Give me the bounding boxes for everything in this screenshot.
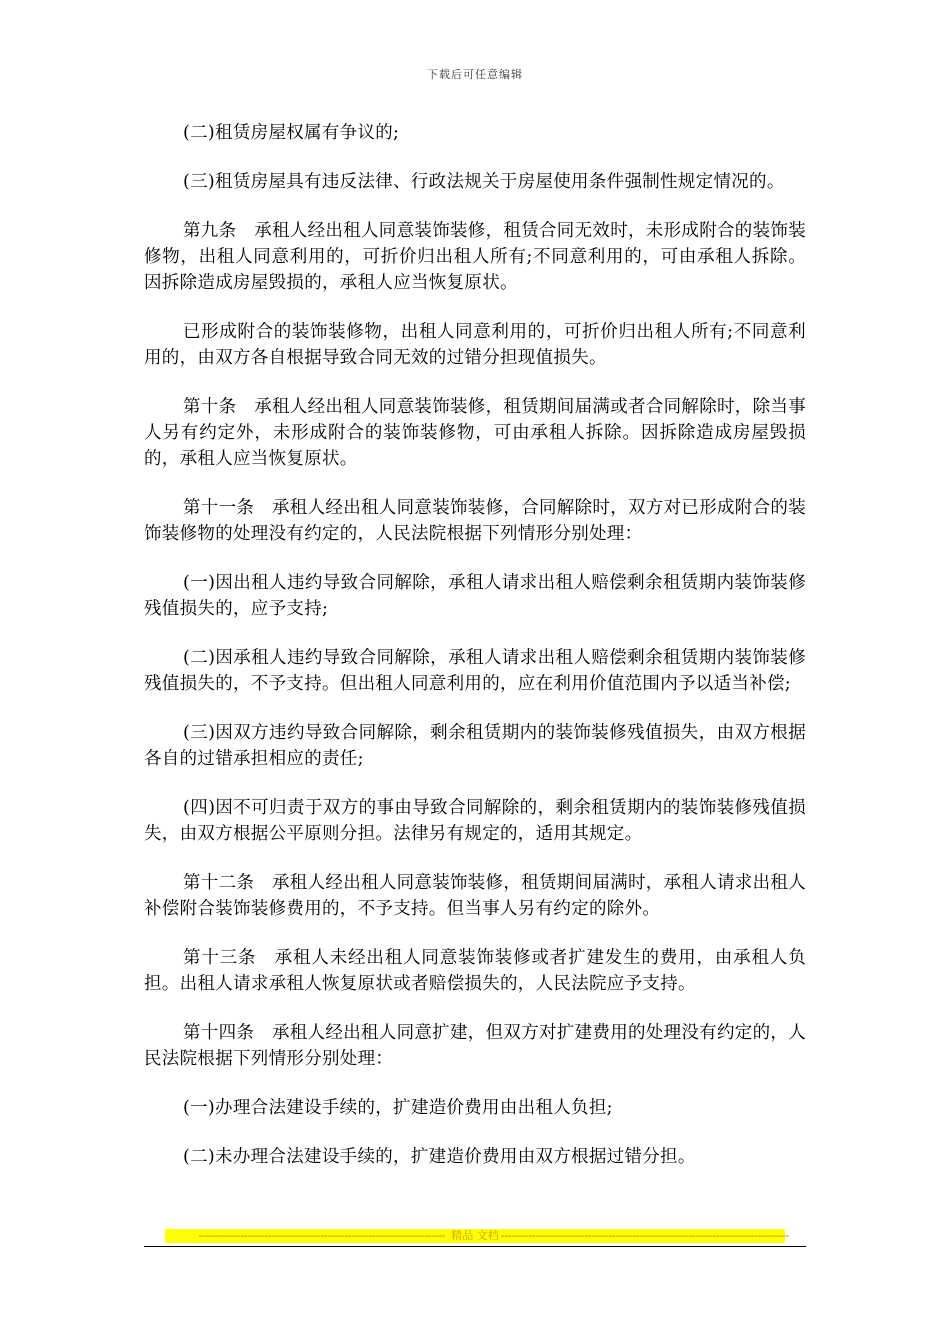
- paragraph-article8-item2: (二)租赁房屋权属有争议的;: [183, 123, 400, 143]
- paragraph-article11-item3: (三)因双方违约导致合同解除，剩余租赁期内的装饰装修残值损失，由双方根据各自的过错承担相应的责任;: [144, 723, 806, 769]
- paragraph-article11-item2: (二)因承租人违约导致合同解除，承租人请求出租人赔偿剩余租赁期内装饰装修残值损失的，不予支持。但出租人同意利用的，应在利用价值范围内予以适当补偿;: [144, 648, 806, 694]
- paragraph-article11-item4: (四)因不可归责于双方的事由导致合同解除的，剩余租赁期内的装饰装修残值损失，由双方根据公平原则分担。法律另有规定的，适用其规定。: [144, 798, 806, 844]
- document-body: [144, 120, 806, 1193]
- footer-dashes-right: -----------------------------------------------------------------------------------: [500, 1229, 789, 1242]
- footer-label: 精品 文档: [451, 1229, 499, 1242]
- paragraph-article13: 第十三条 承租人未经出租人同意装饰装修或者扩建发生的费用，由承租人负担。出租人请求承租人恢复原状或者赔偿损失的，人民法院应予支持。: [144, 948, 806, 994]
- footer-rule: [144, 1246, 806, 1247]
- footer-dashes-left: -----------------------------------------------------------------------: [198, 1229, 445, 1242]
- paragraph-article14-item1: (一)办理合法建设手续的，扩建造价费用由出租人负担;: [183, 1098, 613, 1118]
- paragraph-article9: 第九条 承租人经出租人同意装饰装修，租赁合同无效时，未形成附合的装饰装修物，出租人同意利用的，可折价归出租人所有;不同意利用的，可由承租人拆除。因拆除造成房屋毁损的，承租人应当恢复原状。: [144, 221, 806, 293]
- page-header: 下载后可任意编辑: [427, 68, 523, 81]
- paragraph-article11: 第十一条 承租人经出租人同意装饰装修，合同解除时，双方对已形成附合的装饰装修物的处理没有约定的，人民法院根据下列情形分别处理：: [144, 498, 806, 544]
- paragraph-article12: 第十二条 承租人经出租人同意装饰装修，租赁期间届满时，承租人请求出租人补偿附合装饰装修费用的，不予支持。但当事人另有约定的除外。: [144, 873, 806, 919]
- paragraph-article8-item3: (三)租赁房屋具有违反法律、行政法规关于房屋使用条件强制性规定情况的。: [183, 172, 785, 192]
- paragraph-article14: 第十四条 承租人经出租人同意扩建，但双方对扩建费用的处理没有约定的，人民法院根据下列情形分别处理：: [144, 1023, 806, 1069]
- paragraph-article11-item1: (一)因出租人违约导致合同解除，承租人请求出租人赔偿剩余租赁期内装饰装修残值损失的，应予支持;: [144, 573, 806, 619]
- paragraph-article14-item2: (二)未办理合法建设手续的，扩建造价费用由双方根据过错分担。: [183, 1147, 696, 1167]
- paragraph-article10: 第十条 承租人经出租人同意装饰装修，租赁期间届满或者合同解除时，除当事人另有约定外，未形成附合的装饰装修物，可由承租人拆除。因拆除造成房屋毁损的，承租人应当恢复原状。: [144, 397, 806, 469]
- paragraph-article9-cont: 已形成附合的装饰装修物，出租人同意利用的，可折价归出租人所有;不同意利用的，由双方各自根据导致合同无效的过错分担现值损失。: [144, 322, 806, 368]
- footer-watermark-bar: [165, 1229, 789, 1243]
